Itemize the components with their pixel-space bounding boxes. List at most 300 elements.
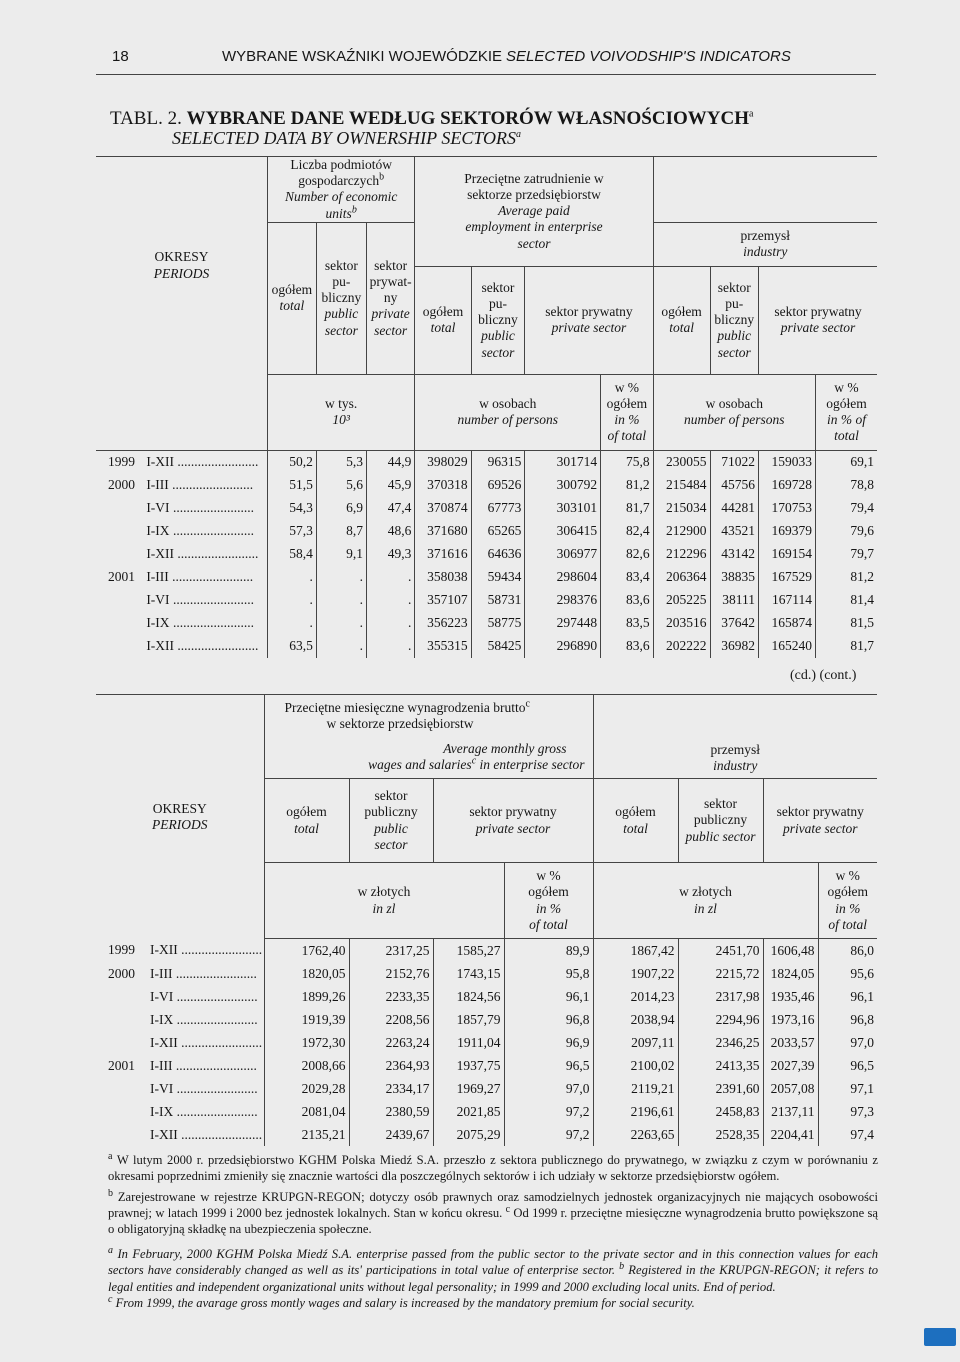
cell-value: 82,6: [601, 543, 653, 566]
row-period: [150, 1054, 264, 1077]
wages-ind-public-header: sektor publiczny public sector: [678, 779, 763, 863]
cell-value: 356223: [415, 612, 471, 635]
row-period-label: I-III: [146, 569, 169, 585]
cell-value: 96,1: [504, 985, 593, 1008]
leader-dots: ........................: [173, 1011, 258, 1027]
cell-value: 2233,35: [349, 985, 433, 1008]
row-period: [150, 939, 264, 963]
row-year: [96, 497, 146, 520]
table-row: [96, 635, 877, 658]
cell-value: 83,6: [601, 635, 653, 658]
row-period: [146, 635, 267, 658]
row-year: [96, 543, 146, 566]
row-period: [150, 1031, 264, 1054]
cell-value: 79,6: [815, 520, 877, 543]
wages-footnote-mark: c: [525, 698, 530, 710]
cell-value: 37642: [710, 612, 758, 635]
subtitle-footnote-mark: a: [516, 129, 522, 140]
row-year: [96, 985, 150, 1008]
emp-persons-header: [415, 374, 601, 450]
cell-value: 298604: [525, 566, 601, 589]
cell-value: 36982: [710, 635, 758, 658]
wages-en-footnote-mark: c: [471, 755, 477, 767]
cell-value: 2027,39: [763, 1054, 818, 1077]
cell-value: 2413,35: [678, 1054, 763, 1077]
leader-dots: ........................: [169, 592, 254, 608]
row-year: [96, 1077, 150, 1100]
row-period: [150, 1123, 264, 1146]
cell-value: 205225: [653, 589, 710, 612]
cell-value: 203516: [653, 612, 710, 635]
cell-value: 9,1: [316, 543, 366, 566]
cell-value: 2008,66: [264, 1054, 349, 1077]
cell-value: 170753: [759, 497, 816, 520]
cell-value: 71022: [710, 450, 758, 474]
cell-value: 1824,56: [433, 985, 504, 1008]
cell-value: 59434: [471, 566, 525, 589]
cell-value: 2458,83: [678, 1100, 763, 1123]
cell-value: 81,4: [815, 589, 877, 612]
cell-value: 83,4: [601, 566, 653, 589]
units-label-en: Number of economic units: [284, 189, 398, 221]
cell-value: 83,6: [601, 589, 653, 612]
cell-value: 86,0: [818, 939, 877, 963]
periods-label-pl: OKRESY: [154, 249, 209, 265]
table-row: [96, 520, 877, 543]
employment-label-pl: Przeciętne zatrudnienie w sektorze przedsiębiorstw: [464, 170, 604, 203]
row-year: 2000: [108, 477, 135, 493]
leader-dots: ........................: [169, 500, 254, 516]
cell-value: 167114: [759, 589, 816, 612]
row-period: [150, 1008, 264, 1031]
cell-value: 2317,25: [349, 939, 433, 963]
cell-value: 81,7: [601, 497, 653, 520]
cell-value: 1973,16: [763, 1008, 818, 1031]
cell-value: 44281: [710, 497, 758, 520]
cell-value: 2380,59: [349, 1100, 433, 1123]
table-row: [96, 1031, 877, 1054]
table-row: [96, 962, 877, 985]
cell-value: 370318: [415, 474, 471, 497]
wages-label-en3: in enterprise sector: [479, 756, 585, 772]
row-year: 2000: [108, 965, 135, 981]
cell-value: 297448: [525, 612, 601, 635]
cell-value: 97,3: [818, 1100, 877, 1123]
units-total-pl: ogółem: [271, 282, 313, 298]
ind-pct-header: w % ogółem in % of total: [815, 374, 877, 450]
cell-value: 79,7: [815, 543, 877, 566]
row-period-label: I-IX: [150, 1011, 174, 1027]
cell-value: 81,5: [815, 612, 877, 635]
cell-value: 169379: [759, 520, 816, 543]
cell-value: 2263,24: [349, 1031, 433, 1054]
row-period: [150, 985, 264, 1008]
leader-dots: ........................: [169, 615, 254, 631]
cell-value: 2152,76: [349, 962, 433, 985]
cell-value: 81,2: [815, 566, 877, 589]
table-row: [96, 450, 877, 474]
cell-value: 212296: [653, 543, 710, 566]
table-row: [96, 543, 877, 566]
row-period-label: I-VI: [150, 1080, 174, 1096]
cell-value: 45756: [710, 474, 758, 497]
cell-value: 2057,08: [763, 1077, 818, 1100]
header-title-pl: WYBRANE WSKAŹNIKI WOJEWÓDZKIE: [222, 48, 503, 65]
cell-value: 64636: [471, 543, 525, 566]
units-label-pl: Liczba podmiotów gospodarczych: [290, 157, 392, 189]
cell-value: 75,8: [601, 450, 653, 474]
row-period: [146, 450, 267, 474]
industry-label-pl: przemysł: [740, 228, 791, 244]
periods-label-en: PERIODS: [153, 265, 210, 281]
cell-value: .: [366, 589, 414, 612]
table-units-employment: [96, 156, 877, 658]
units-total-header: [268, 222, 317, 374]
row-period: [146, 497, 267, 520]
units-private-header: [366, 222, 414, 374]
cell-value: 38111: [710, 589, 758, 612]
wages-ind-private-header: sektor prywatny private sector: [763, 779, 877, 863]
row-year: [96, 612, 146, 635]
cell-value: 2334,17: [349, 1077, 433, 1100]
row-period: [150, 1100, 264, 1123]
cell-value: 306977: [525, 543, 601, 566]
emp-total-header: ogółem total: [415, 266, 471, 374]
cell-value: 78,8: [815, 474, 877, 497]
cell-value: 2263,65: [593, 1123, 678, 1146]
cell-value: .: [268, 612, 317, 635]
table-label: TABL. 2.: [110, 108, 182, 129]
wages-label-en2: wages and salaries: [368, 756, 472, 772]
cell-value: 2029,28: [264, 1077, 349, 1100]
row-period: [146, 589, 267, 612]
cell-value: 51,5: [268, 474, 317, 497]
cell-value: 95,8: [504, 962, 593, 985]
row-period-label: I-III: [150, 1057, 173, 1073]
cell-value: 2137,11: [763, 1100, 818, 1123]
periods-header: [96, 157, 268, 375]
wages-ind-zl-header: w złotych in zl: [593, 863, 818, 939]
cell-value: 43521: [710, 520, 758, 543]
cell-value: .: [316, 635, 366, 658]
cell-value: 1867,42: [593, 939, 678, 963]
wages-private-header: sektor prywatny private sector: [433, 779, 593, 863]
table-row: [96, 474, 877, 497]
cell-value: 44,9: [366, 450, 414, 474]
cell-value: 47,4: [366, 497, 414, 520]
cell-value: .: [268, 589, 317, 612]
row-period: [146, 612, 267, 635]
wages-label-en: Average monthly gross: [443, 740, 567, 756]
units-total-en: total: [279, 298, 305, 314]
row-year: [96, 1100, 150, 1123]
table-title-en: SELECTED DATA BY OWNERSHIP SECTORS: [172, 128, 517, 148]
row-period: [150, 962, 264, 985]
row-period-label: I-XII: [150, 1034, 178, 1050]
cell-value: 48,6: [366, 520, 414, 543]
cell-value: 95,6: [818, 962, 877, 985]
row-year: [96, 1123, 150, 1146]
cell-value: 355315: [415, 635, 471, 658]
cell-value: 58425: [471, 635, 525, 658]
cell-value: 2346,25: [678, 1031, 763, 1054]
cell-value: 96,5: [504, 1054, 593, 1077]
cell-value: 54,3: [268, 497, 317, 520]
leader-dots: ........................: [172, 1057, 257, 1073]
cell-value: 1935,46: [763, 985, 818, 1008]
cell-value: 230055: [653, 450, 710, 474]
units-en-footnote-mark: b: [351, 204, 357, 216]
row-year: [96, 589, 146, 612]
wages-public-header: sektor publiczny public sector: [349, 779, 433, 863]
leader-dots: ........................: [173, 1103, 258, 1119]
employment-label-en: Average paid employment in enterprise sector: [465, 203, 603, 251]
cell-value: 1907,22: [593, 962, 678, 985]
cell-value: .: [316, 566, 366, 589]
continued-label: (cd.) (cont.): [790, 668, 857, 683]
cell-value: 1911,04: [433, 1031, 504, 1054]
page-number: 18: [112, 48, 129, 65]
leader-dots: ........................: [174, 546, 259, 562]
cell-value: 2294,96: [678, 1008, 763, 1031]
industry-header: [653, 222, 877, 266]
row-year: 2001: [108, 1057, 135, 1073]
cell-value: 169728: [759, 474, 816, 497]
cell-value: 301714: [525, 450, 601, 474]
row-period-label: I-XII: [150, 942, 178, 958]
cell-value: 1972,30: [264, 1031, 349, 1054]
cell-value: 38835: [710, 566, 758, 589]
cell-value: 97,2: [504, 1123, 593, 1146]
emp-private-header: sektor prywatny private sector: [525, 266, 653, 374]
cell-value: .: [316, 612, 366, 635]
leader-dots: ........................: [172, 965, 257, 981]
cell-value: 1969,27: [433, 1077, 504, 1100]
wages-label-pl: Przeciętne miesięczne wynagrodzenia brutto: [284, 700, 526, 716]
row-year: 2001: [108, 569, 135, 585]
row-period-label: I-XII: [150, 1126, 178, 1142]
cell-value: 2208,56: [349, 1008, 433, 1031]
row-period-label: I-VI: [150, 988, 174, 1004]
cell-value: 96,9: [504, 1031, 593, 1054]
cell-value: .: [366, 635, 414, 658]
ind-persons-header: w osobach number of persons: [653, 374, 815, 450]
table-row: [96, 985, 877, 1008]
ind-private-header: sektor prywatny private sector: [759, 266, 877, 374]
thousands-label-pl: w tys.: [325, 396, 358, 412]
row-period-label: I-IX: [146, 523, 170, 539]
wages-label-pl2: w sektorze przedsiębiorstw: [326, 716, 474, 732]
row-period-label: I-XII: [146, 454, 175, 470]
wages-total-header: ogółem total: [264, 779, 349, 863]
cell-value: 2119,21: [593, 1077, 678, 1100]
cell-value: 212900: [653, 520, 710, 543]
row-year: [96, 635, 146, 658]
cell-value: 83,5: [601, 612, 653, 635]
cell-value: 306415: [525, 520, 601, 543]
cell-value: 5,6: [316, 474, 366, 497]
units-measure-header: [268, 374, 415, 450]
units-private-pl: sektor prywat- ny: [369, 257, 412, 306]
cell-value: 296890: [525, 635, 601, 658]
cell-value: 69526: [471, 474, 525, 497]
cell-value: .: [316, 589, 366, 612]
row-year: [96, 520, 146, 543]
footnote-a-pl: $^a$ W lutym 2000 r. przedsiębiorstwo KGHM Polska Miedź S.A. przeszło z sektora publicznego do prywatnego, w związku z czym w porównaniu z okresami poprzednimi zmieniły się znacznie wartości dla poszczególnych sektorów i ich udziały w sektorze przedsiębiorstw ogółem.: [108, 1150, 878, 1184]
footnote-bc-pl: $^b$ Zarejestrowane w rejestrze KRUPGN-REGON; dotyczy osób prawnych oraz samodzielnych jednostek organizacyjnych nie mających osobowości prawnej; w latach 1999 i 2000 bez jednostek lokalnych. Stan w końcu okresu. $^c$ Od 1999 r. przeciętne miesięczne wynagrodzenia brutto powiększone są o obligatoryjną składkę na ubezpieczenia społeczne.: [108, 1187, 878, 1237]
cell-value: 58,4: [268, 543, 317, 566]
cell-value: 79,4: [815, 497, 877, 520]
cell-value: 169154: [759, 543, 816, 566]
cell-value: 82,4: [601, 520, 653, 543]
emp-public-header: sektor pu- bliczny public sector: [471, 266, 525, 374]
row-period-label: I-XII: [146, 638, 175, 654]
thousands-label-en: 10³: [332, 412, 350, 428]
cell-value: 1937,75: [433, 1054, 504, 1077]
cell-value: 97,1: [818, 1077, 877, 1100]
cell-value: 1762,40: [264, 939, 349, 963]
leader-dots: ........................: [174, 454, 259, 470]
leader-dots: ........................: [173, 988, 258, 1004]
cell-value: 2204,41: [763, 1123, 818, 1146]
cell-value: 43142: [710, 543, 758, 566]
cell-value: 2317,98: [678, 985, 763, 1008]
cell-value: 1820,05: [264, 962, 349, 985]
row-year: 1999: [108, 454, 135, 470]
cell-value: 1857,79: [433, 1008, 504, 1031]
cell-value: .: [366, 566, 414, 589]
cell-value: 57,3: [268, 520, 317, 543]
cell-value: 2391,60: [678, 1077, 763, 1100]
row-period: [146, 520, 267, 543]
wages-ind-pct-header: w % ogółem in % of total: [818, 863, 877, 939]
emp-pct-header: [601, 374, 653, 450]
table-row: [96, 1008, 877, 1031]
cell-value: 1899,26: [264, 985, 349, 1008]
cell-value: 97,2: [504, 1100, 593, 1123]
row-period-label: I-IX: [146, 615, 170, 631]
leader-dots: ........................: [174, 638, 259, 654]
persons-label-pl: w osobach: [479, 396, 537, 412]
header-rule: [96, 74, 876, 75]
cell-value: 303101: [525, 497, 601, 520]
row-period-label: I-III: [146, 477, 169, 493]
units-footnote-mark: b: [379, 171, 385, 183]
ind-total-header: ogółem total: [653, 266, 710, 374]
table-row: [96, 497, 877, 520]
header-title-en: SELECTED VOIVODSHIP'S INDICATORS: [506, 48, 791, 65]
cell-value: 215484: [653, 474, 710, 497]
leader-dots: ........................: [168, 477, 254, 493]
cell-value: 202222: [653, 635, 710, 658]
cell-value: 65265: [471, 520, 525, 543]
table-row: [96, 612, 877, 635]
cell-value: 58775: [471, 612, 525, 635]
leader-dots: ........................: [177, 942, 263, 958]
cell-value: 2038,94: [593, 1008, 678, 1031]
cell-value: 97,0: [504, 1077, 593, 1100]
row-period: [146, 566, 267, 589]
wages-industry-header: [593, 695, 877, 779]
row-period-label: I-XII: [146, 546, 175, 562]
footnotes: [108, 1152, 878, 1315]
row-period-label: I-VI: [146, 500, 170, 516]
table-subtitle: [172, 128, 521, 149]
cell-value: 96,8: [504, 1008, 593, 1031]
row-period-label: I-IX: [150, 1103, 174, 1119]
cell-value: 96315: [471, 450, 525, 474]
cell-value: 2033,57: [763, 1031, 818, 1054]
pct-label-pl: w % ogółem: [606, 379, 648, 412]
zl-label-en: in zl: [372, 900, 396, 916]
leader-dots: ........................: [168, 569, 254, 585]
industry-label-en: industry: [743, 244, 788, 260]
cell-value: 2439,67: [349, 1123, 433, 1146]
cell-value: 2097,11: [593, 1031, 678, 1054]
cell-value: 371616: [415, 543, 471, 566]
table-row: [96, 589, 877, 612]
cell-value: 165874: [759, 612, 816, 635]
row-period: [150, 1077, 264, 1100]
cell-value: 165240: [759, 635, 816, 658]
cell-value: 2100,02: [593, 1054, 678, 1077]
cell-value: 159033: [759, 450, 816, 474]
cell-value: 63,5: [268, 635, 317, 658]
units-header: [268, 157, 415, 223]
cell-value: 215034: [653, 497, 710, 520]
cell-value: 96,8: [818, 1008, 877, 1031]
title-footnote-mark: a: [748, 108, 754, 120]
cell-value: .: [366, 612, 414, 635]
units-public-header: [316, 222, 366, 374]
cell-value: 97,4: [818, 1123, 877, 1146]
cell-value: 1606,48: [763, 939, 818, 963]
cell-value: 358038: [415, 566, 471, 589]
row-period: [146, 474, 267, 497]
cell-value: 167529: [759, 566, 816, 589]
leader-dots: ........................: [169, 523, 254, 539]
cell-value: 81,2: [601, 474, 653, 497]
cell-value: 96,1: [818, 985, 877, 1008]
units-public-en: public sector: [324, 306, 359, 338]
cell-value: 1743,15: [433, 962, 504, 985]
table-title-pl: WYBRANE DANE WEDŁUG SEKTORÓW WŁASNOŚCIOWYCH: [186, 108, 749, 129]
cell-value: 2451,70: [678, 939, 763, 963]
table-row: [96, 1054, 877, 1077]
table-row: [96, 1123, 877, 1146]
row-year: 1999: [108, 942, 135, 958]
cell-value: 96,5: [818, 1054, 877, 1077]
cell-value: 5,3: [316, 450, 366, 474]
cell-value: 398029: [415, 450, 471, 474]
cell-value: 50,2: [268, 450, 317, 474]
table-row: [96, 939, 877, 963]
cell-value: 69,1: [815, 450, 877, 474]
cell-value: 58731: [471, 589, 525, 612]
wages-header: [264, 695, 593, 779]
cell-value: 298376: [525, 589, 601, 612]
wages-ind-total-header: ogółem total: [593, 779, 678, 863]
zl-label-pl: w złotych: [357, 884, 411, 900]
cell-value: 206364: [653, 566, 710, 589]
table-row: [96, 1100, 877, 1123]
leader-dots: ........................: [173, 1080, 258, 1096]
cell-value: 67773: [471, 497, 525, 520]
ind-public-header: sektor pu- bliczny public sector: [710, 266, 758, 374]
cell-value: 89,9: [504, 939, 593, 963]
cell-value: 2364,93: [349, 1054, 433, 1077]
cell-value: 2215,72: [678, 962, 763, 985]
